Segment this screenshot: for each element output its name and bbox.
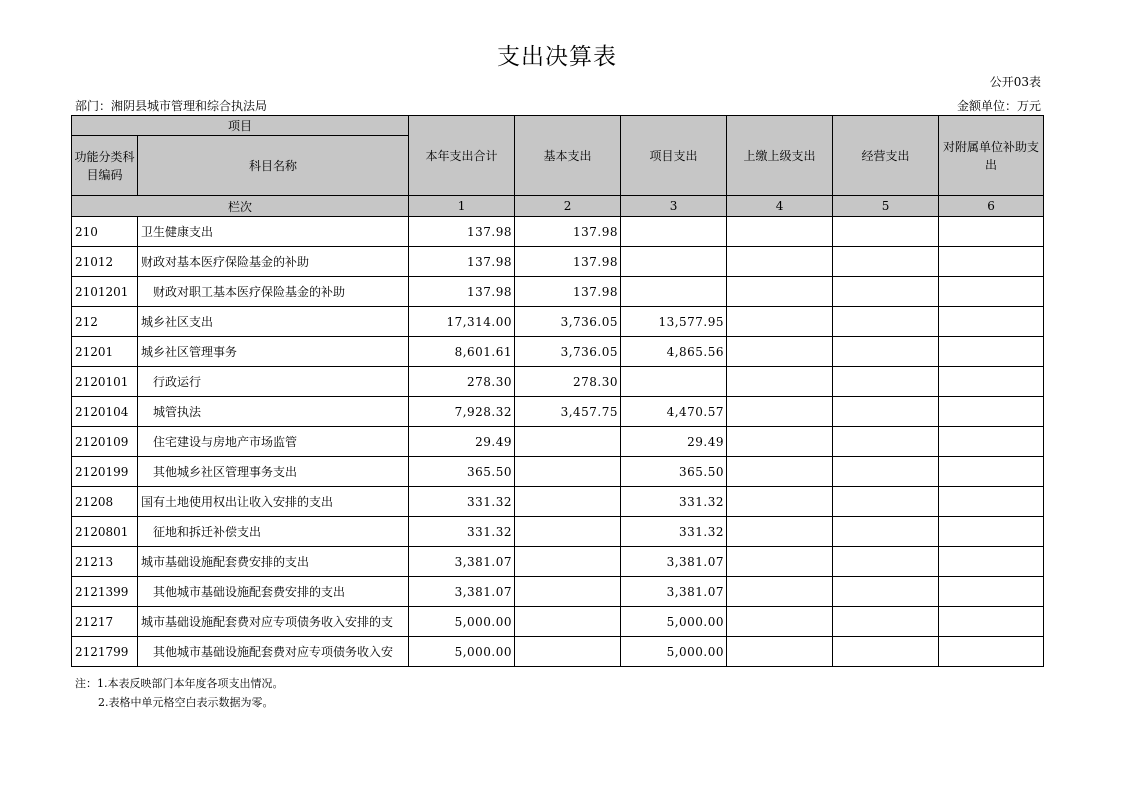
subject-code: 21217 <box>72 607 138 637</box>
amount-project: 4,470.57 <box>621 397 727 427</box>
amount-superior <box>727 367 833 397</box>
subject-code: 2120199 <box>72 457 138 487</box>
amount-operating <box>833 427 939 457</box>
amount-superior <box>727 307 833 337</box>
amount-total: 3,381.07 <box>409 547 515 577</box>
subject-code: 2120101 <box>72 367 138 397</box>
amount-project <box>621 217 727 247</box>
amount-subsidy <box>939 217 1044 247</box>
amount-basic <box>515 637 621 667</box>
table-row <box>72 607 1044 637</box>
table-row <box>72 397 1044 427</box>
header-func-code: 功能分类科目编码 <box>72 136 138 196</box>
header-superior: 上缴上级支出 <box>727 116 833 196</box>
table-row <box>72 217 1044 247</box>
amount-superior <box>727 547 833 577</box>
col-num: 3 <box>621 196 727 217</box>
subject-name: 城管执法 <box>138 397 409 427</box>
amount-operating <box>833 487 939 517</box>
amount-operating <box>833 607 939 637</box>
header-operating: 经营支出 <box>833 116 939 196</box>
amount-project: 331.32 <box>621 487 727 517</box>
amount-superior <box>727 577 833 607</box>
amount-superior <box>727 427 833 457</box>
amount-subsidy <box>939 247 1044 277</box>
table-row <box>72 427 1044 457</box>
amount-basic: 3,457.75 <box>515 397 621 427</box>
subject-code: 2121399 <box>72 577 138 607</box>
amount-subsidy <box>939 337 1044 367</box>
amount-basic: 278.30 <box>515 367 621 397</box>
subject-code: 21213 <box>72 547 138 577</box>
table-row <box>72 637 1044 667</box>
amount-total: 5,000.00 <box>409 607 515 637</box>
table-row <box>72 457 1044 487</box>
amount-total: 5,000.00 <box>409 637 515 667</box>
expenditure-table <box>71 115 1044 667</box>
amount-subsidy <box>939 427 1044 457</box>
amount-total: 137.98 <box>409 277 515 307</box>
amount-superior <box>727 337 833 367</box>
subject-name: 卫生健康支出 <box>138 217 409 247</box>
amount-basic <box>515 487 621 517</box>
amount-subsidy <box>939 397 1044 427</box>
subject-name: 行政运行 <box>138 367 409 397</box>
amount-basic: 137.98 <box>515 217 621 247</box>
amount-operating <box>833 577 939 607</box>
col-num: 4 <box>727 196 833 217</box>
header-subsidy: 对附属单位补助支出 <box>939 116 1044 196</box>
amount-subsidy <box>939 577 1044 607</box>
form-number: 公开03表 <box>989 75 1041 89</box>
subject-code: 2121799 <box>72 637 138 667</box>
note-2: 2.表格中单元格空白表示数据为零。 <box>98 696 274 709</box>
amount-project: 5,000.00 <box>621 637 727 667</box>
subject-code: 2120801 <box>72 517 138 547</box>
amount-project: 365.50 <box>621 457 727 487</box>
department-label: 部门：湘阴县城市管理和综合执法局 <box>75 99 268 113</box>
amount-superior <box>727 457 833 487</box>
subject-name: 征地和拆迁补偿支出 <box>138 517 409 547</box>
amount-superior <box>727 637 833 667</box>
subject-name: 住宅建设与房地产市场监管 <box>138 427 409 457</box>
amount-subsidy <box>939 277 1044 307</box>
header-project: 项目 <box>72 116 409 136</box>
amount-operating <box>833 307 939 337</box>
amount-total: 17,314.00 <box>409 307 515 337</box>
subject-code: 210 <box>72 217 138 247</box>
notes <box>75 674 284 712</box>
subject-name: 财政对基本医疗保险基金的补助 <box>138 247 409 277</box>
amount-basic: 3,736.05 <box>515 307 621 337</box>
amount-operating <box>833 217 939 247</box>
amount-operating <box>833 277 939 307</box>
subject-name: 其他城市基础设施配套费安排的支出 <box>138 577 409 607</box>
col-num: 5 <box>833 196 939 217</box>
subject-code: 2101201 <box>72 277 138 307</box>
table-row <box>72 277 1044 307</box>
subject-code: 2120109 <box>72 427 138 457</box>
amount-subsidy <box>939 487 1044 517</box>
amount-superior <box>727 607 833 637</box>
amount-subsidy <box>939 457 1044 487</box>
table-row <box>72 517 1044 547</box>
amount-basic: 137.98 <box>515 247 621 277</box>
subject-code: 21201 <box>72 337 138 367</box>
amount-operating <box>833 337 939 367</box>
subject-name: 城市基础设施配套费对应专项债务收入安排的支 <box>138 607 409 637</box>
subject-name: 城乡社区支出 <box>138 307 409 337</box>
subject-code: 212 <box>72 307 138 337</box>
amount-total: 8,601.61 <box>409 337 515 367</box>
amount-superior <box>727 217 833 247</box>
amount-basic <box>515 517 621 547</box>
table-row <box>72 307 1044 337</box>
table-row <box>72 487 1044 517</box>
subject-name: 城乡社区管理事务 <box>138 337 409 367</box>
amount-basic <box>515 547 621 577</box>
amount-superior <box>727 487 833 517</box>
subject-code: 2120104 <box>72 397 138 427</box>
amount-subsidy <box>939 367 1044 397</box>
amount-project <box>621 277 727 307</box>
amount-basic <box>515 427 621 457</box>
table-row <box>72 367 1044 397</box>
amount-total: 137.98 <box>409 217 515 247</box>
table-row <box>72 337 1044 367</box>
amount-operating <box>833 367 939 397</box>
column-number-row <box>72 196 1044 217</box>
subject-code: 21208 <box>72 487 138 517</box>
amount-project <box>621 247 727 277</box>
amount-basic: 3,736.05 <box>515 337 621 367</box>
amount-total: 29.49 <box>409 427 515 457</box>
subject-name: 其他城市基础设施配套费对应专项债务收入安 <box>138 637 409 667</box>
header-project-expense: 项目支出 <box>621 116 727 196</box>
amount-subsidy <box>939 547 1044 577</box>
subject-name: 国有土地使用权出让收入安排的支出 <box>138 487 409 517</box>
amount-operating <box>833 247 939 277</box>
amount-project: 5,000.00 <box>621 607 727 637</box>
amount-total: 7,928.32 <box>409 397 515 427</box>
amount-total: 137.98 <box>409 247 515 277</box>
table-row <box>72 577 1044 607</box>
subject-name: 财政对职工基本医疗保险基金的补助 <box>138 277 409 307</box>
header-lanci: 栏次 <box>72 196 409 217</box>
amount-project: 29.49 <box>621 427 727 457</box>
amount-superior <box>727 247 833 277</box>
page-title: 支出决算表 <box>497 44 617 70</box>
note-1: 注：1.本表反映部门本年度各项支出情况。 <box>75 677 284 690</box>
amount-unit-label: 金额单位：万元 <box>956 99 1041 113</box>
header-total: 本年支出合计 <box>409 116 515 196</box>
amount-operating <box>833 637 939 667</box>
amount-operating <box>833 397 939 427</box>
subject-name: 城市基础设施配套费安排的支出 <box>138 547 409 577</box>
amount-operating <box>833 517 939 547</box>
amount-project: 3,381.07 <box>621 577 727 607</box>
amount-subsidy <box>939 607 1044 637</box>
amount-superior <box>727 277 833 307</box>
subject-code: 21012 <box>72 247 138 277</box>
amount-total: 3,381.07 <box>409 577 515 607</box>
amount-basic <box>515 577 621 607</box>
amount-project: 3,381.07 <box>621 547 727 577</box>
amount-total: 365.50 <box>409 457 515 487</box>
amount-total: 278.30 <box>409 367 515 397</box>
header-subject-name: 科目名称 <box>138 136 409 196</box>
table-row <box>72 247 1044 277</box>
col-num: 1 <box>409 196 515 217</box>
col-num: 2 <box>515 196 621 217</box>
amount-project: 331.32 <box>621 517 727 547</box>
amount-total: 331.32 <box>409 487 515 517</box>
amount-subsidy <box>939 637 1044 667</box>
amount-project: 13,577.95 <box>621 307 727 337</box>
table-row <box>72 547 1044 577</box>
amount-total: 331.32 <box>409 517 515 547</box>
amount-subsidy <box>939 307 1044 337</box>
amount-operating <box>833 457 939 487</box>
amount-superior <box>727 397 833 427</box>
amount-superior <box>727 517 833 547</box>
amount-basic <box>515 457 621 487</box>
col-num: 6 <box>939 196 1044 217</box>
amount-project: 4,865.56 <box>621 337 727 367</box>
subject-name: 其他城乡社区管理事务支出 <box>138 457 409 487</box>
amount-subsidy <box>939 517 1044 547</box>
amount-basic <box>515 607 621 637</box>
amount-operating <box>833 547 939 577</box>
amount-project <box>621 367 727 397</box>
amount-basic: 137.98 <box>515 277 621 307</box>
header-basic: 基本支出 <box>515 116 621 196</box>
